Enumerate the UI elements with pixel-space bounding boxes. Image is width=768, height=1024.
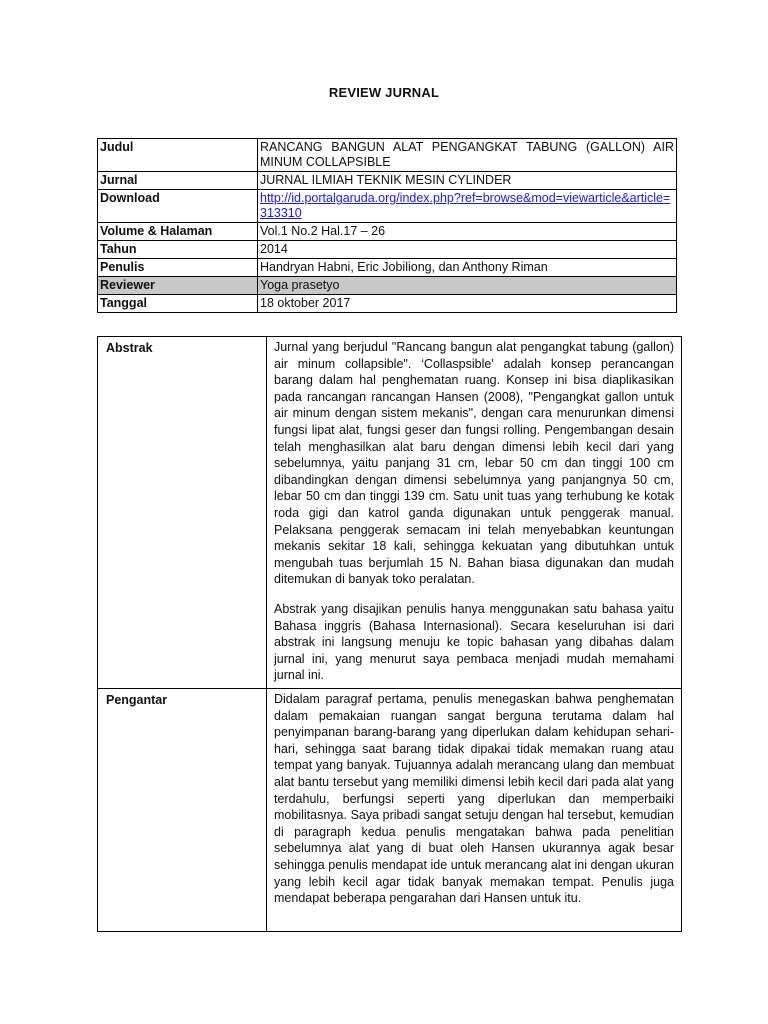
download-cell [258,190,677,223]
info-row-penulis [98,259,677,277]
info-row-download [98,190,677,223]
abstrak-paragraph-1: Jurnal yang berjudul "Rancang bangun alat pengangkat tabung (gallon) air minum collapsible". ‘Collaspsible' adalah konsep perancangan barang dalam hal penghematan ruang. Konsep ini bisa diaplikasikan pada rancangan rancangan Hansen (2008), "Pengangkat gallon untuk air minum dengan sistem mekanis", dengan cara menurunkan dimensi fungsi lipat alat, fungsi geser dan fungsi rolling. Pengembangan desain telah menghasilkan alat baru dengan dimensi lebih kecil dari yang sebelumnya, yaitu panjang 31 cm, lebar 50 cm dan tinggi 100 cm dibandingkan dengan dimensi sebelumnya yang panjangnya 50 cm, lebar 50 cm dan tinggi 139 cm. Satu unit tuas yang terhubung ke kotak roda gigi dan katrol ganda digunakan untuk penggerak manual. Pelaksana penggerak semacam ini telah menyebabkan keuntungan mekanis sekitar 18 kali, sehingga kekuatan yang dibutuhkan untuk mengubah tuas berjumlah 15 N. Bahan biasa digunakan dan mudah ditemukan di banyak toko peralatan. [274,340,674,587]
tanggal-label: Tanggal [98,295,258,313]
info-row-tahun [98,241,677,259]
volume-value: Vol.1 No.2 Hal.17 – 26 [258,223,677,241]
section-row-pengantar [98,689,682,932]
page-title: REVIEW JURNAL [328,85,440,100]
penulis-label: Penulis [98,259,258,277]
reviewer-label: Reviewer [98,277,258,295]
penulis-value: Handryan Habni, Eric Jobiliong, dan Anthony Riman [258,259,677,277]
info-row-tanggal [98,295,677,313]
tahun-value: 2014 [258,241,677,259]
pengantar-paragraph-1: Didalam paragraf pertama, penulis menegaskan bahwa penghematan dalam pemakaian ruangan sangat berguna terutama dalam hal penyimpanan barang-barang yang diperlukan dalam kehidupan sehari-hari, sehingga saat barang tidak dipakai tidak memakan ruang atau tempat yang banyak. Tujuannya adalah merancang ulang dan membuat alat bantu tersebut yang memiliki dimensi lebih kecil dari pada alat yang terdahulu, berfungsi seperti yang diperlukan dan memperbaiki mobilitasnya. Saya pribadi sangat setuju dengan hal tersebut, kemudian di paragraph kedua penulis mengatakan bahwa pada penelitian sebelumnya alat yang di buat oleh Hansen ukurannya agak besar sehingga penulis mendapat ide untuk merancang alat ini dengan ukuran yang lebih kecil agar tidak banyak memakan tempat. Penulis juga mendapat beberapa pengarahan dari Hansen untuk itu. [274,692,674,906]
info-row-reviewer [98,277,677,295]
judul-value: RANCANG BANGUN ALAT PENGANGKAT TABUNG (GALLON) AIR MINUM COLLAPSIBLE [258,139,677,172]
tanggal-value: 18 oktober 2017 [258,295,677,313]
jurnal-value: JURNAL ILMIAH TEKNIK MESIN CYLINDER [258,172,677,190]
abstrak-body [267,337,682,689]
section-row-abstrak [98,337,682,689]
jurnal-label: Jurnal [98,172,258,190]
tahun-label: Tahun [98,241,258,259]
abstrak-paragraph-2: Abstrak yang disajikan penulis hanya menggunakan satu bahasa yaitu Bahasa inggris (Bahasa Internasional). Secara keseluruhan isi dari abstrak ini langsung menuju ke topic bahasan yang dibahas dalam jurnal ini, yang menurut saya pembaca menjadi mudah memahami jurnal ini. [274,601,674,683]
download-label: Download [98,190,258,223]
download-link[interactable]: http://id.portalgaruda.org/index.php?ref=browse&mod=viewarticle&article=313310 [260,191,671,220]
judul-label: Judul [98,139,258,172]
info-row-jurnal [98,172,677,190]
info-row-volume [98,223,677,241]
journal-info-table [97,138,677,313]
volume-label: Volume & Halaman [98,223,258,241]
info-row-judul [98,139,677,172]
pengantar-label: Pengantar [98,689,267,932]
pengantar-body [267,689,682,932]
reviewer-value: Yoga prasetyo [258,277,677,295]
review-sections-table [97,336,682,932]
abstrak-label: Abstrak [98,337,267,689]
